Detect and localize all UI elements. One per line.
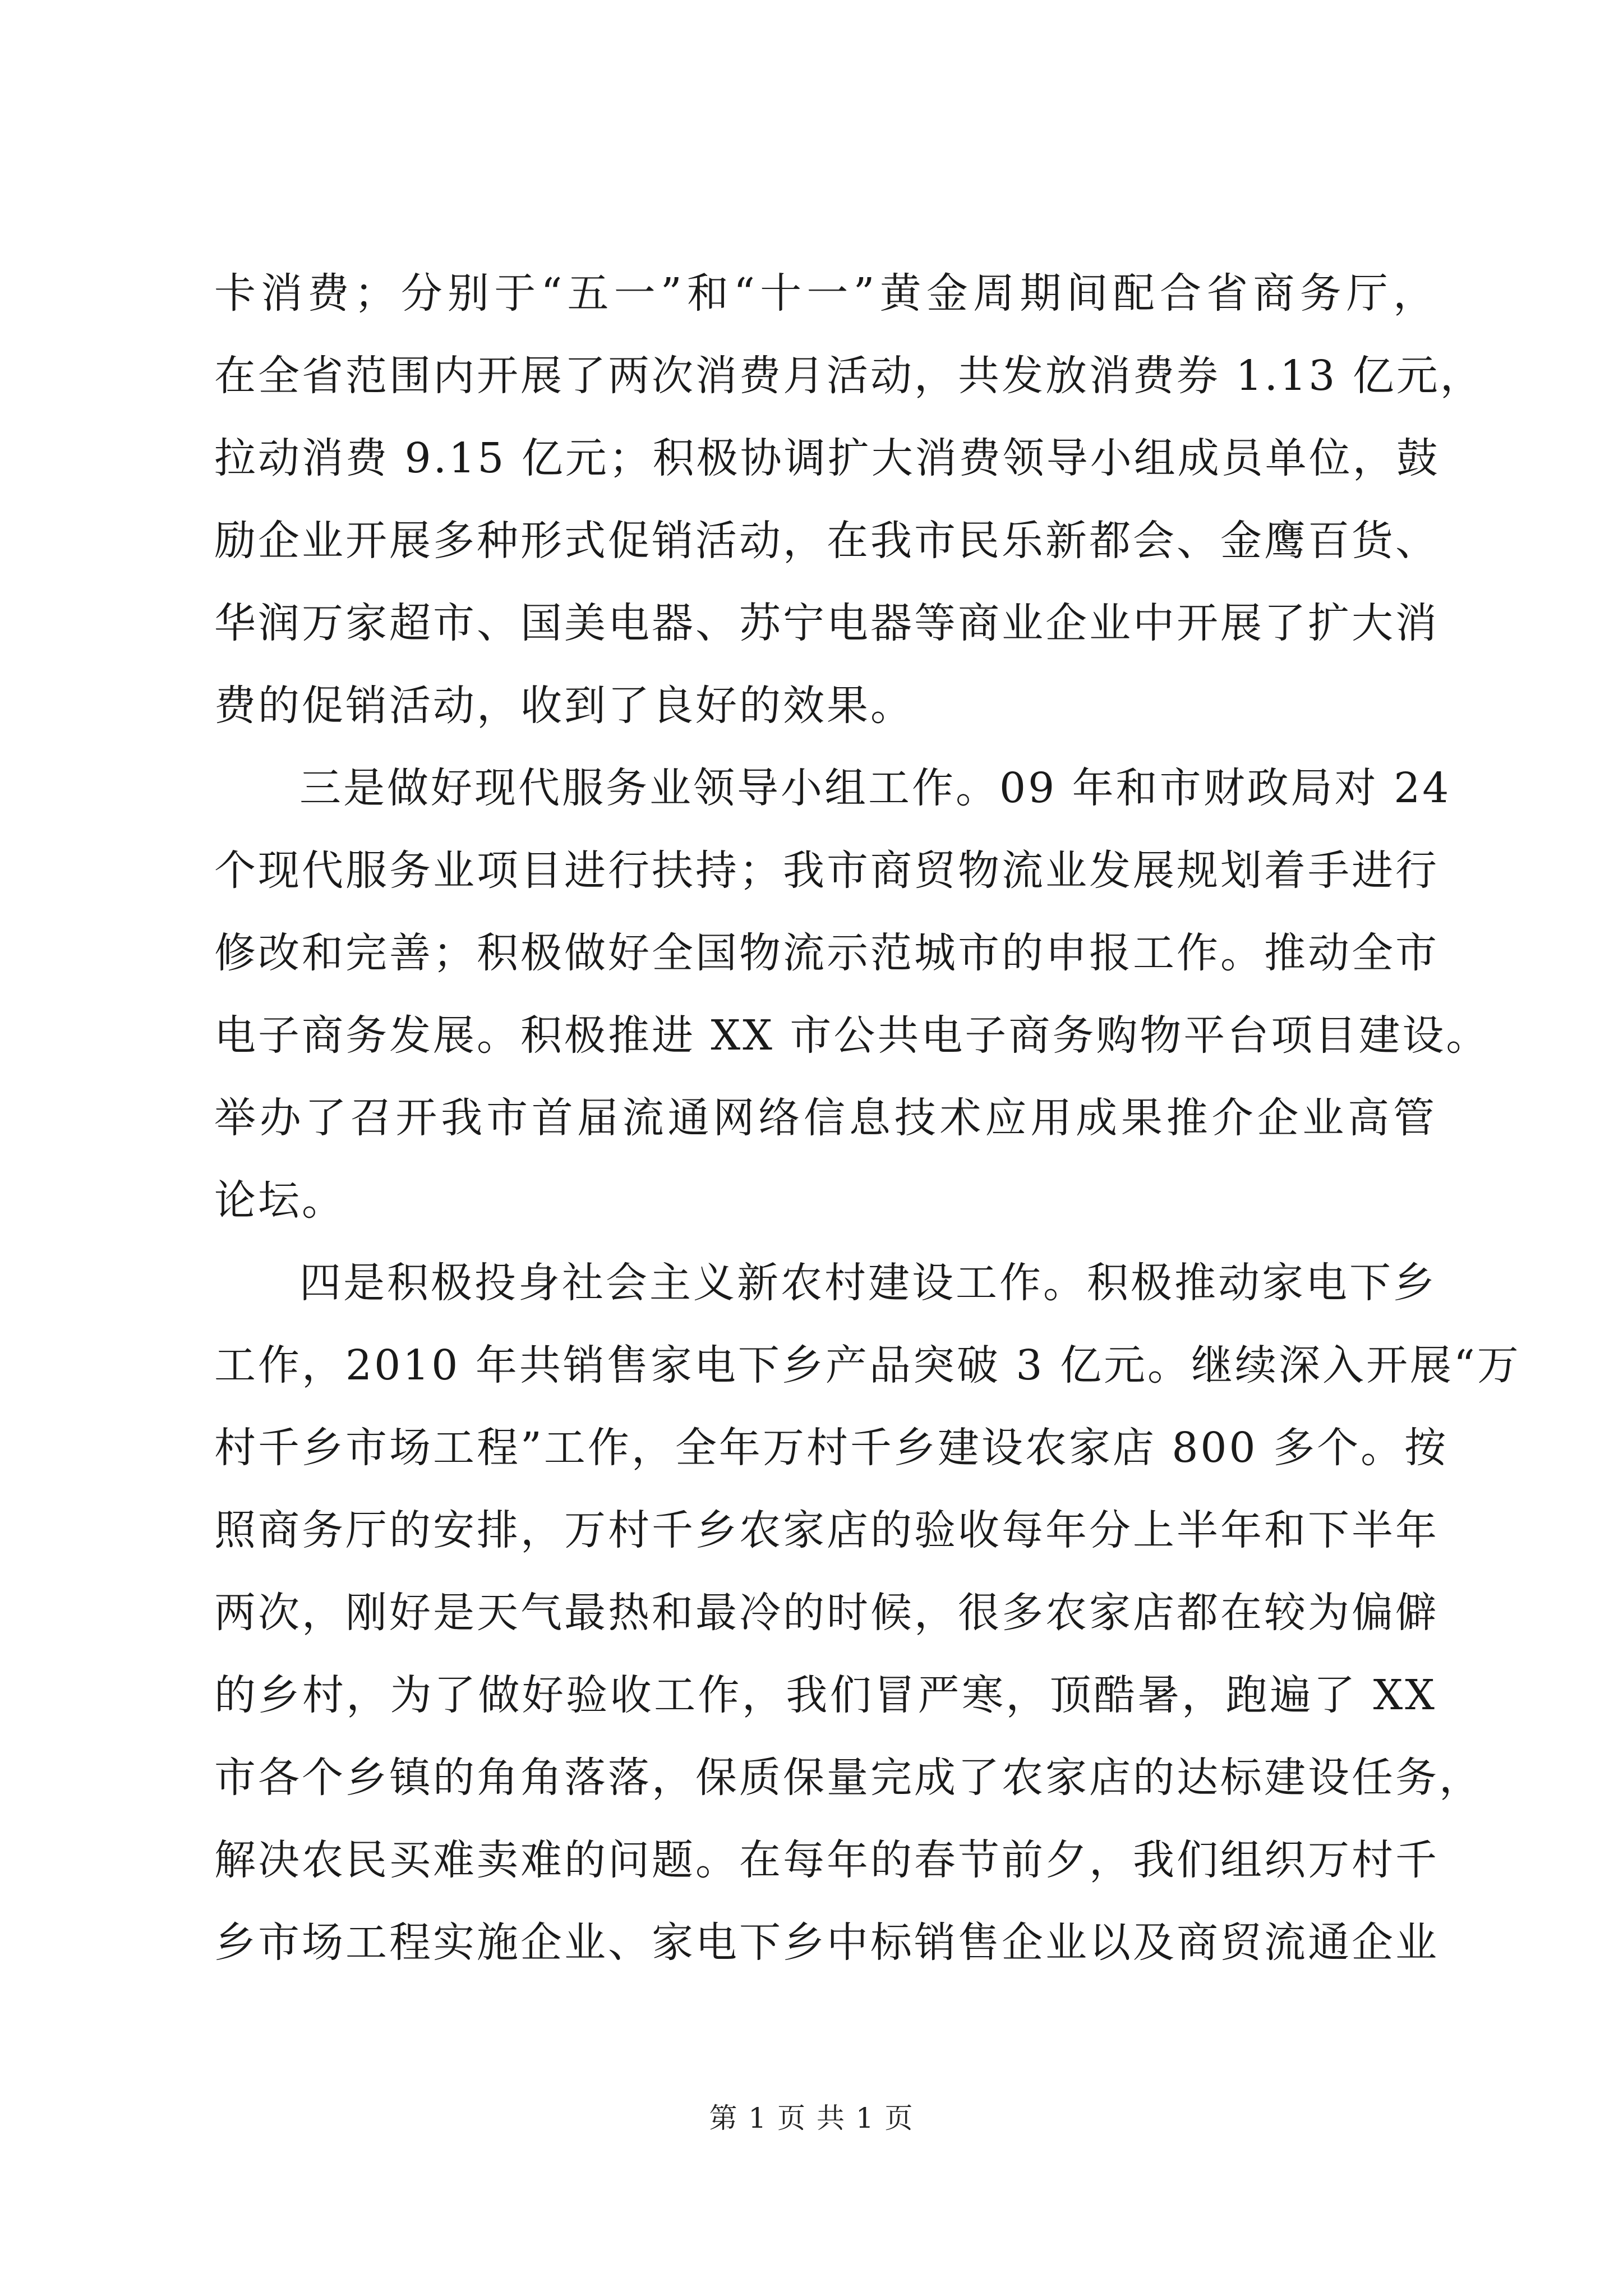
text-line: 举办了召开我市首届流通网络信息技术应用成果推介企业高管 <box>214 1094 1437 1142</box>
text-line: 村千乡市场工程”工作，全年万村千乡建设农家店 800 多个。按 <box>214 1424 1449 1472</box>
text-line: 市各个乡镇的角角落落，保质保量完成了农家店的达标建设任务， <box>214 1754 1483 1802</box>
text-line: 个现代服务业项目进行扶持；我市商贸物流业发展规划着手进行 <box>214 846 1439 895</box>
text-line: 照商务厅的安排，万村千乡农家店的验收每年分上半年和下半年 <box>214 1506 1439 1554</box>
paragraph-first-line: 三是做好现代服务业领导小组工作。09 年和市财政局对 24 <box>299 764 1451 812</box>
text-line: 乡市场工程实施企业、家电下乡中标销售企业以及商贸流通企业 <box>214 1918 1439 1967</box>
text-line: 两次，刚好是天气最热和最冷的时候，很多农家店都在较为偏僻 <box>214 1589 1439 1637</box>
text-line: 在全省范围内开展了两次消费月活动，共发放消费券 1.13 亿元， <box>214 352 1484 400</box>
text-line: 华润万家超市、国美电器、苏宁电器等商业企业中开展了扩大消 <box>214 599 1439 647</box>
text-line: 的乡村，为了做好验收工作，我们冒严寒，顶酷暑，跑遍了 XX <box>214 1671 1437 1719</box>
text-line: 电子商务发展。积极推进 XX 市公共电子商务购物平台项目建设。 <box>214 1011 1490 1060</box>
text-line: 费的促销活动，收到了良好的效果。 <box>214 682 914 730</box>
text-line: 论坛。 <box>214 1176 345 1225</box>
text-line: 修改和完善；积极做好全国物流示范城市的申报工作。推动全市 <box>214 929 1439 977</box>
document-body <box>214 252 1521 1984</box>
paragraph-first-line: 四是积极投身社会主义新农村建设工作。积极推动家电下乡 <box>299 1259 1437 1307</box>
text-line: 卡消费；分别于“五一”和“十一”黄金周期间配合省商务厅， <box>214 269 1437 318</box>
text-line: 励企业开展多种形式促销活动，在我市民乐新都会、金鹰百货、 <box>214 517 1439 565</box>
text-line: 拉动消费 9.15 亿元；积极协调扩大消费领导小组成员单位，鼓 <box>214 434 1440 482</box>
text-line: 工作，2010 年共销售家电下乡产品突破 3 亿元。继续深入开展“万 <box>214 1341 1521 1389</box>
text-line: 解决农民买难卖难的问题。在每年的春节前夕，我们组织万村千 <box>214 1836 1439 1884</box>
page-footer: 第 1 页 共 1 页 <box>709 2102 914 2134</box>
